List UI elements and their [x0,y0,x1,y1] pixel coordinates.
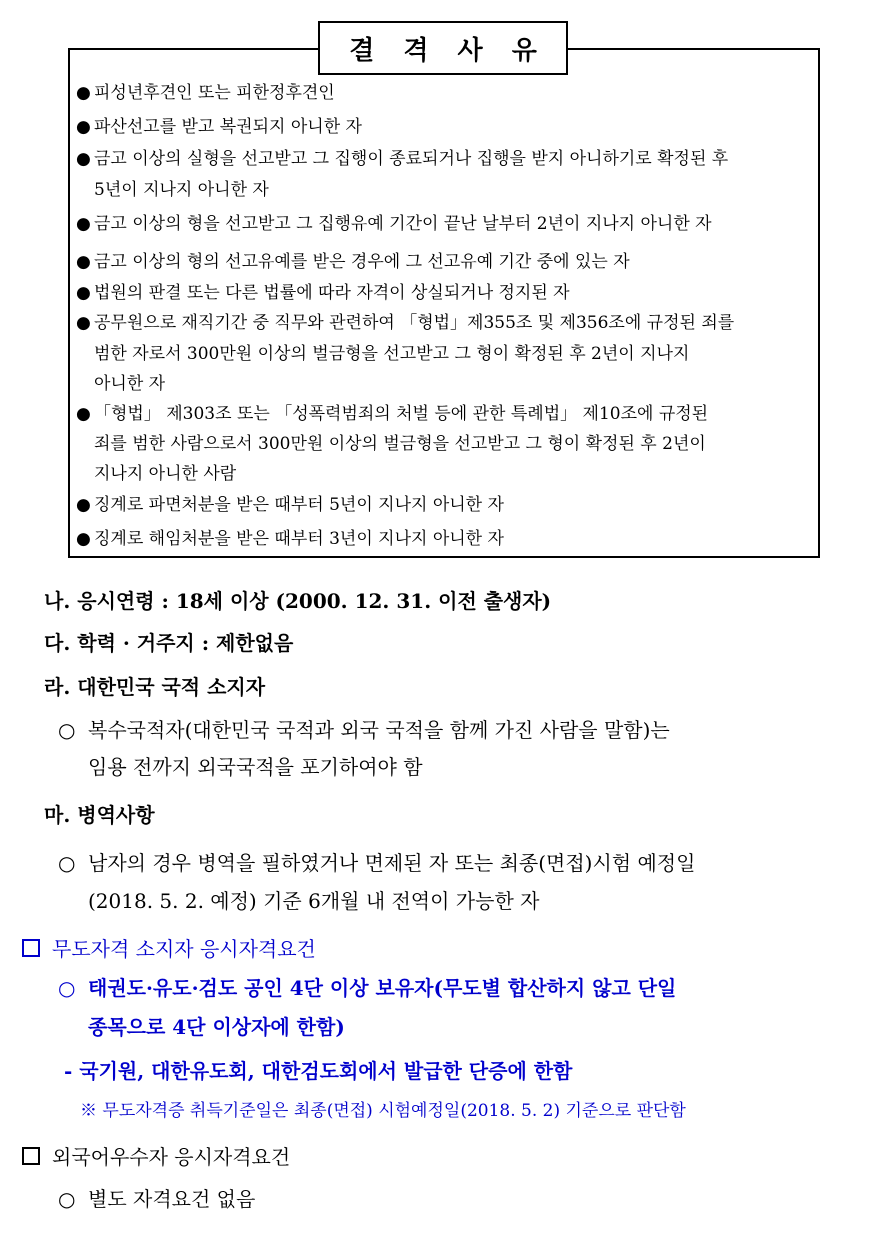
language-req: 별도 자격요건 없음 [88,1187,256,1211]
bullet-icon: ● [76,214,91,234]
square-icon [22,939,40,957]
list-item: ● 법원의 판결 또는 다른 법률에 따라 자격이 상실되거나 정지된 자 [76,278,814,309]
disqualification-title: 결 격 사 유 [318,21,568,75]
list-item: ● 「형법」 제303조 또는 「성폭력범죄의 처벌 등에 관한 특례법」 제10조에 규정된 [76,399,814,430]
list-item-continuation: 죄를 범한 사람으로서 300만원 이상의 벌금형을 선고받고 그 형이 확정된 후 2년이 [94,434,706,454]
list-item: ● 금고 이상의 형을 선고받고 그 집행유예 기간이 끝난 날부터 2년이 지나지 아니한 자 [76,209,814,240]
list-item-continuation: 5년이 지나지 아니한 자 [94,180,269,200]
bullet-icon: ● [76,252,91,272]
bullet-icon: ● [76,529,91,549]
nationality-note-line2: 임용 전까지 외국국적을 포기하여야 함 [88,755,423,779]
square-icon [22,1147,40,1165]
language-heading: 외국어우수자 응시자격요건 [22,1140,290,1174]
section-nationality: 라. 대한민국 국적 소지자 [44,675,266,699]
military-note-line1: 남자의 경우 병역을 필하였거나 면제된 자 또는 최종(면접)시험 예정일 [88,851,696,875]
list-item: ● 금고 이상의 실형을 선고받고 그 집행이 종료되거나 집행을 받지 아니하기로 확정된 후 [76,144,814,175]
list-item: ● 파산선고를 받고 복권되지 아니한 자 [76,112,814,143]
circle-icon: ○ [58,976,76,1000]
bullet-icon: ● [76,83,91,103]
martial-heading: 무도자격 소지자 응시자격요건 [22,932,316,966]
section-military: 마. 병역사항 [44,803,155,827]
section-education: 다. 학력 · 거주지 : 제한없음 [44,631,294,655]
section-age: 나. 응시연령 : 18세 이상 (2000. 12. 31. 이전 출생자) [44,589,552,613]
martial-req-line2: 종목으로 4단 이상자에 한함) [88,1015,345,1039]
bullet-icon: ● [76,495,91,515]
list-item-continuation: 아니한 자 [94,374,166,394]
list-item: ● 징계로 해임처분을 받은 때부터 3년이 지나지 아니한 자 [76,524,814,555]
list-item-continuation: 범한 자로서 300만원 이상의 벌금형을 선고받고 그 형이 확정된 후 2년이 지나지 [94,344,690,364]
nationality-note-line1: 복수국적자(대한민국 국적과 외국 국적을 함께 가진 사람을 말함)는 [88,718,670,742]
military-note-line2: (2018. 5. 2. 예정) 기준 6개월 내 전역이 가능한 자 [88,889,540,913]
circle-icon: ○ [58,851,76,875]
bullet-icon: ● [76,283,91,303]
bullet-icon: ● [76,313,91,333]
bullet-icon: ● [76,117,91,137]
list-item: ● 징계로 파면처분을 받은 때부터 5년이 지나지 아니한 자 [76,490,814,521]
martial-dash-note: - 국기원, 대한유도회, 대한검도회에서 발급한 단증에 한함 [64,1059,573,1083]
martial-footnote: ※ 무도자격증 취득기준일은 최종(면접) 시험예정일(2018. 5. 2) 기준으로 판단함 [80,1101,686,1121]
bullet-icon: ● [76,149,91,169]
list-item-continuation: 지나지 아니한 사람 [94,464,237,484]
martial-req-line1: 태권도·유도·검도 공인 4단 이상 보유자(무도별 합산하지 않고 단일 [88,976,677,1000]
list-item: ● 피성년후견인 또는 피한정후견인 [76,78,814,109]
list-item: ● 공무원으로 재직기간 중 직무와 관련하여 「형법」제355조 및 제356조에 규정된 죄를 [76,308,814,339]
circle-icon: ○ [58,1187,76,1211]
list-item: ● 금고 이상의 형의 선고유예를 받은 경우에 그 선고유예 기간 중에 있는 자 [76,247,814,278]
circle-icon: ○ [58,718,76,742]
bullet-icon: ● [76,404,91,424]
